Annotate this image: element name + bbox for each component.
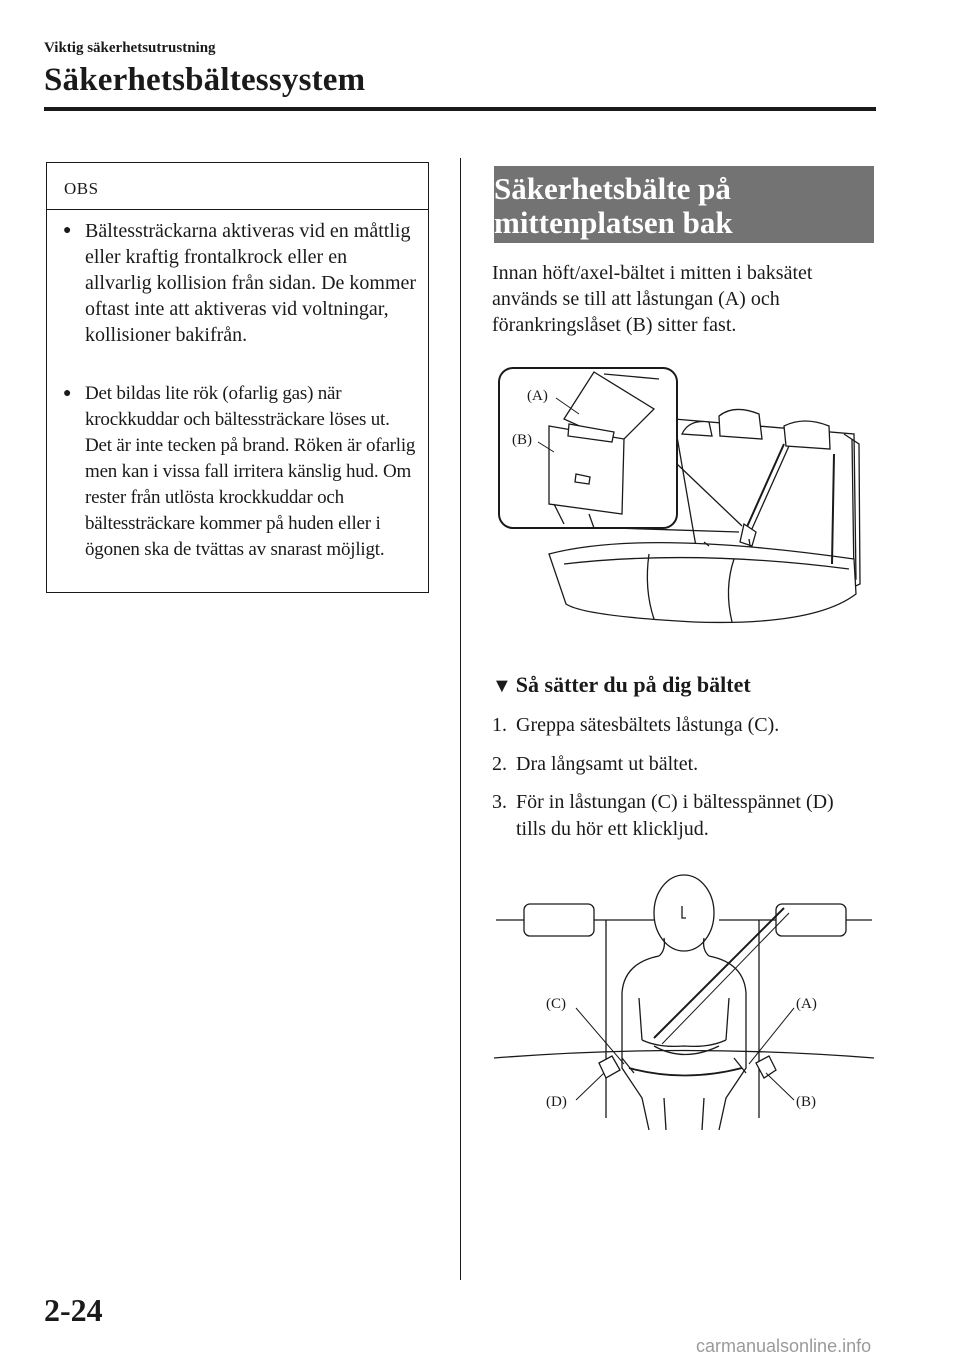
person-label-d: (D) — [546, 1094, 567, 1110]
buckle-up-illustration — [494, 868, 874, 1130]
column-divider — [460, 158, 461, 1280]
section-heading-line2: mittenplatsen bak — [494, 205, 733, 240]
person-label-b: (B) — [796, 1094, 816, 1110]
triangle-down-icon: ▼ — [492, 675, 512, 697]
note-item — [63, 218, 418, 348]
step-text: För in låstungan (C) i bältesspännet (D) tills du hör ett klickljud. — [516, 791, 834, 840]
note-item — [63, 381, 418, 563]
step-text: Dra långsamt ut bältet. — [516, 753, 699, 775]
page-number: 2-24 — [44, 1292, 103, 1328]
howto-heading — [492, 672, 751, 698]
watermark: carmanualsonline.info — [696, 1336, 872, 1356]
note-title-rule — [47, 209, 428, 210]
section-heading-line1: Säkerhetsbälte på — [494, 171, 731, 206]
person-label-a: (A) — [796, 996, 817, 1012]
seat-label-b: (B) — [512, 432, 532, 448]
chapter-label: Viktig säkerhetsutrustning — [44, 40, 216, 56]
step-item — [492, 751, 856, 778]
step-item — [492, 712, 856, 739]
step-text: Greppa sätesbältets låstunga (C). — [516, 714, 780, 736]
person-label-c: (C) — [546, 996, 566, 1012]
howto-heading-text: Så sätter du på dig bältet — [515, 672, 751, 697]
step-number: 3. — [492, 791, 507, 813]
page-title: Säkerhetsbältessystem — [44, 62, 366, 98]
bullet-icon: ● — [63, 386, 72, 401]
step-number: 2. — [492, 753, 507, 775]
bullet-icon: ● — [63, 223, 72, 238]
title-rule — [44, 107, 876, 111]
note-item-text: Bältessträckarna aktiveras vid en måttlig eller kraftig frontalkrock eller en allvarlig kollision från sidan. De kommer oftast inte att aktiveras vid voltningar, kollisioner bakifrån. — [85, 220, 417, 346]
note-item-text: Det bildas lite rök (ofarlig gas) när krockkuddar och bältessträckare löses ut. Det är inte tecken på brand. Röken är ofarlig men kan i vissa fall irritera känslig hud. Om rester från utlösta krockkuddar och bältessträckare kommer på huden eller i ögonen ska de tvättas av snarast möjligt. — [85, 383, 416, 560]
section-intro: Innan höft/axel-bältet i mitten i baksätet används se till att låstungan (A) och förankringslåset (B) sitter fast. — [492, 262, 813, 336]
note-title: OBS — [64, 179, 99, 198]
rear-seat-illustration — [494, 364, 874, 634]
seat-label-a: (A) — [527, 388, 548, 404]
section-heading-box — [494, 166, 874, 243]
step-item — [492, 789, 856, 843]
step-number: 1. — [492, 714, 507, 736]
